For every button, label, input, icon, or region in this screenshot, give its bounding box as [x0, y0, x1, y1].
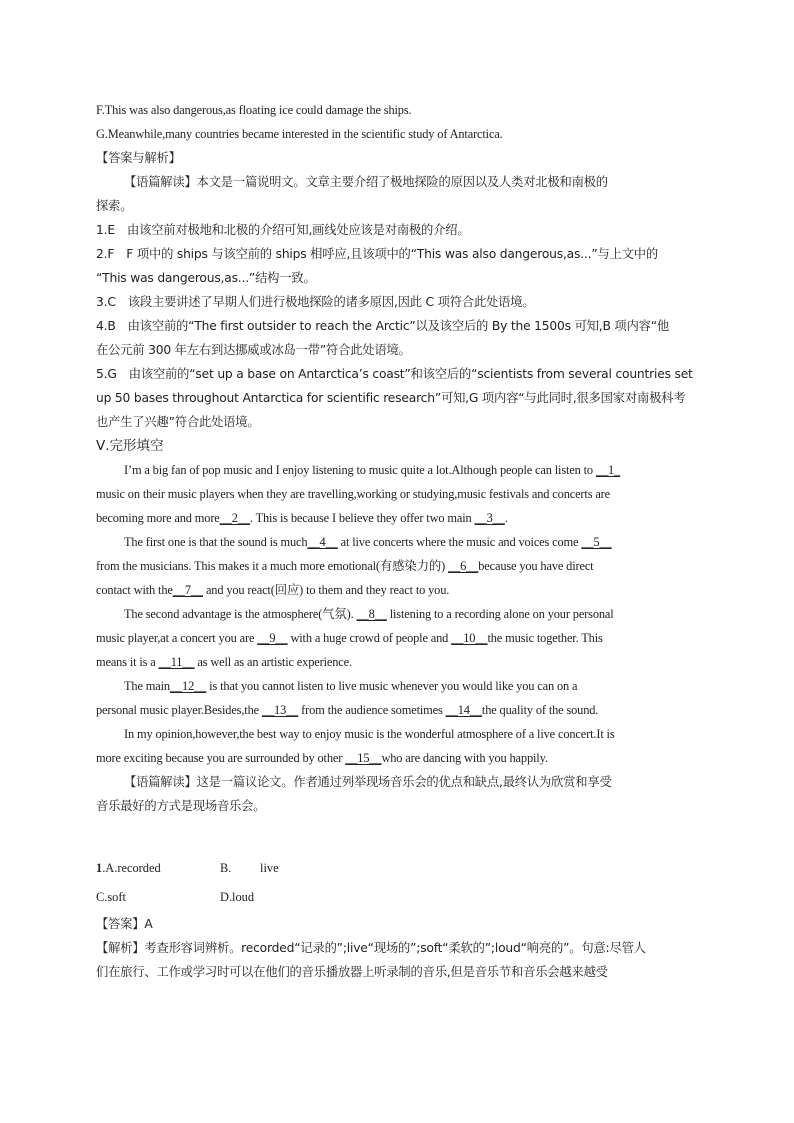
- answer-5: 5.G 由该空前的“set up a base on Antarctica’s coast”和该空后的“scientists from several countries set: [96, 367, 693, 381]
- option-a: 1.A.recorded: [96, 861, 161, 875]
- passage-line: means it is a __11__ as well as an artistic experience.: [96, 655, 352, 669]
- section-title: Ⅴ.完形填空: [96, 438, 164, 454]
- answer-4-cont: 在公元前 300 年左右到达挪威或冰岛一带”符合此处语境。: [96, 343, 411, 357]
- blank-11: __11__: [158, 655, 195, 669]
- blank-1: __1_: [595, 463, 621, 477]
- question-1-options-row: [96, 883, 700, 912]
- answer-3: 3.C 该段主要讲述了早期人们进行极地探险的诸多原因,因此 C 项符合此处语境。: [96, 295, 535, 309]
- question-1-answer: 【答案】A: [96, 917, 153, 931]
- option-f: F.This was also dangerous,as floating ice could damage the ships.: [96, 103, 412, 117]
- question-1-options-row: [96, 854, 700, 883]
- blank-6: __6__: [448, 559, 479, 573]
- passage-line: The second advantage is the atmosphere(气氛). __8__ listening to a recording alone on your personal: [124, 607, 614, 621]
- answer-5-cont: 也产生了兴趣”符合此处语境。: [96, 415, 260, 429]
- answer-4: 4.B 由该空前的“The first outsider to reach the Arctic”以及该空后的 By the 1500s 可知,B 项内容“他: [96, 319, 669, 333]
- blank-5: __5__: [581, 535, 612, 549]
- passage-analysis-line: 探索。: [96, 199, 133, 213]
- answer-2: 2.F F 项中的 ships 与该空前的 ships 相呼应,且该项中的“This was also dangerous,as...”与上文中的: [96, 247, 658, 261]
- passage-line: The main__12__ is that you cannot listen to live music whenever you would like you can on a: [124, 679, 578, 693]
- passage-line: contact with the__7__ and you react(回应) to them and they react to you.: [96, 583, 450, 597]
- blank-2: __2__: [219, 511, 250, 525]
- blank-13: __13__: [261, 703, 299, 717]
- question-1-explanation: 们在旅行、工作或学习时可以在他们的音乐播放器上听录制的音乐,但是音乐节和音乐会越来越受: [96, 965, 608, 979]
- passage-analysis-line: 音乐最好的方式是现场音乐会。: [96, 799, 266, 813]
- option-g: G.Meanwhile,many countries became interested in the scientific study of Antarctica.: [96, 127, 503, 141]
- passage-analysis-line: 【语篇解读】本文是一篇说明文。文章主要介绍了极地探险的原因以及人类对北极和南极的: [124, 175, 608, 189]
- passage-line: from the musicians. This makes it a much more emotional(有感染力的) __6__because you have direct: [96, 559, 594, 573]
- passage-line: I’m a big fan of pop music and I enjoy listening to music quite a lot.Although people can listen to __1_: [124, 463, 621, 477]
- passage-line: music on their music players when they are travelling,working or studying,music festivals and concerts are: [96, 487, 610, 501]
- blank-14: __14__: [445, 703, 482, 717]
- option-c: C.soft: [96, 890, 126, 904]
- option-b-letter: B.: [220, 861, 232, 875]
- passage-line: The first one is that the sound is much__4__ at live concerts where the music and voices come __5__: [124, 535, 612, 549]
- passage-analysis-line: 【语篇解读】这是一篇议论文。作者通过列举现场音乐会的优点和缺点,最终认为欣赏和享受: [124, 775, 612, 789]
- question-1-explanation: 【解析】考查形容词辨析。recorded“记录的”;live“现场的”;soft“柔软的”;loud“响亮的”。句意:尽管人: [96, 941, 646, 955]
- passage-line: music player,at a concert you are __9__ with a huge crowd of people and __10__the music together. This: [96, 631, 603, 645]
- passage-line: more exciting because you are surrounded by other __15__who are dancing with you happily.: [96, 751, 548, 765]
- answer-5-cont: up 50 bases throughout Antarctica for scientific research”可知,G 项内容“与此同时,很多国家对南极科考: [96, 391, 686, 405]
- blank-10: __10__: [451, 631, 488, 645]
- option-d: D.loud: [220, 890, 255, 904]
- blank-8: __8__: [356, 607, 387, 621]
- blank-12: __12__: [169, 679, 207, 693]
- option-b: live: [260, 861, 279, 875]
- answer-2-cont: “This was dangerous,as...”结构一致。: [96, 271, 316, 285]
- passage-line: personal music player.Besides,the __13__ from the audience sometimes __14__the quality of the sound.: [96, 703, 599, 717]
- blank-9: __9__: [257, 631, 288, 645]
- answer-heading: 【答案与解析】: [96, 151, 181, 165]
- document-page: [96, 98, 700, 984]
- passage-line: In my opinion,however,the best way to enjoy music is the wonderful atmosphere of a live concert.It is: [124, 727, 615, 741]
- blank-7: __7__: [172, 583, 203, 597]
- blank-3: __3__: [474, 511, 505, 525]
- passage-line: becoming more and more__2__. This is because I believe they offer two main __3__.: [96, 511, 508, 525]
- blank-4: __4__: [307, 535, 338, 549]
- blank-15: __15__: [345, 751, 382, 765]
- answer-1: 1.E 由该空前对极地和北极的介绍可知,画线处应该是对南极的介绍。: [96, 223, 470, 237]
